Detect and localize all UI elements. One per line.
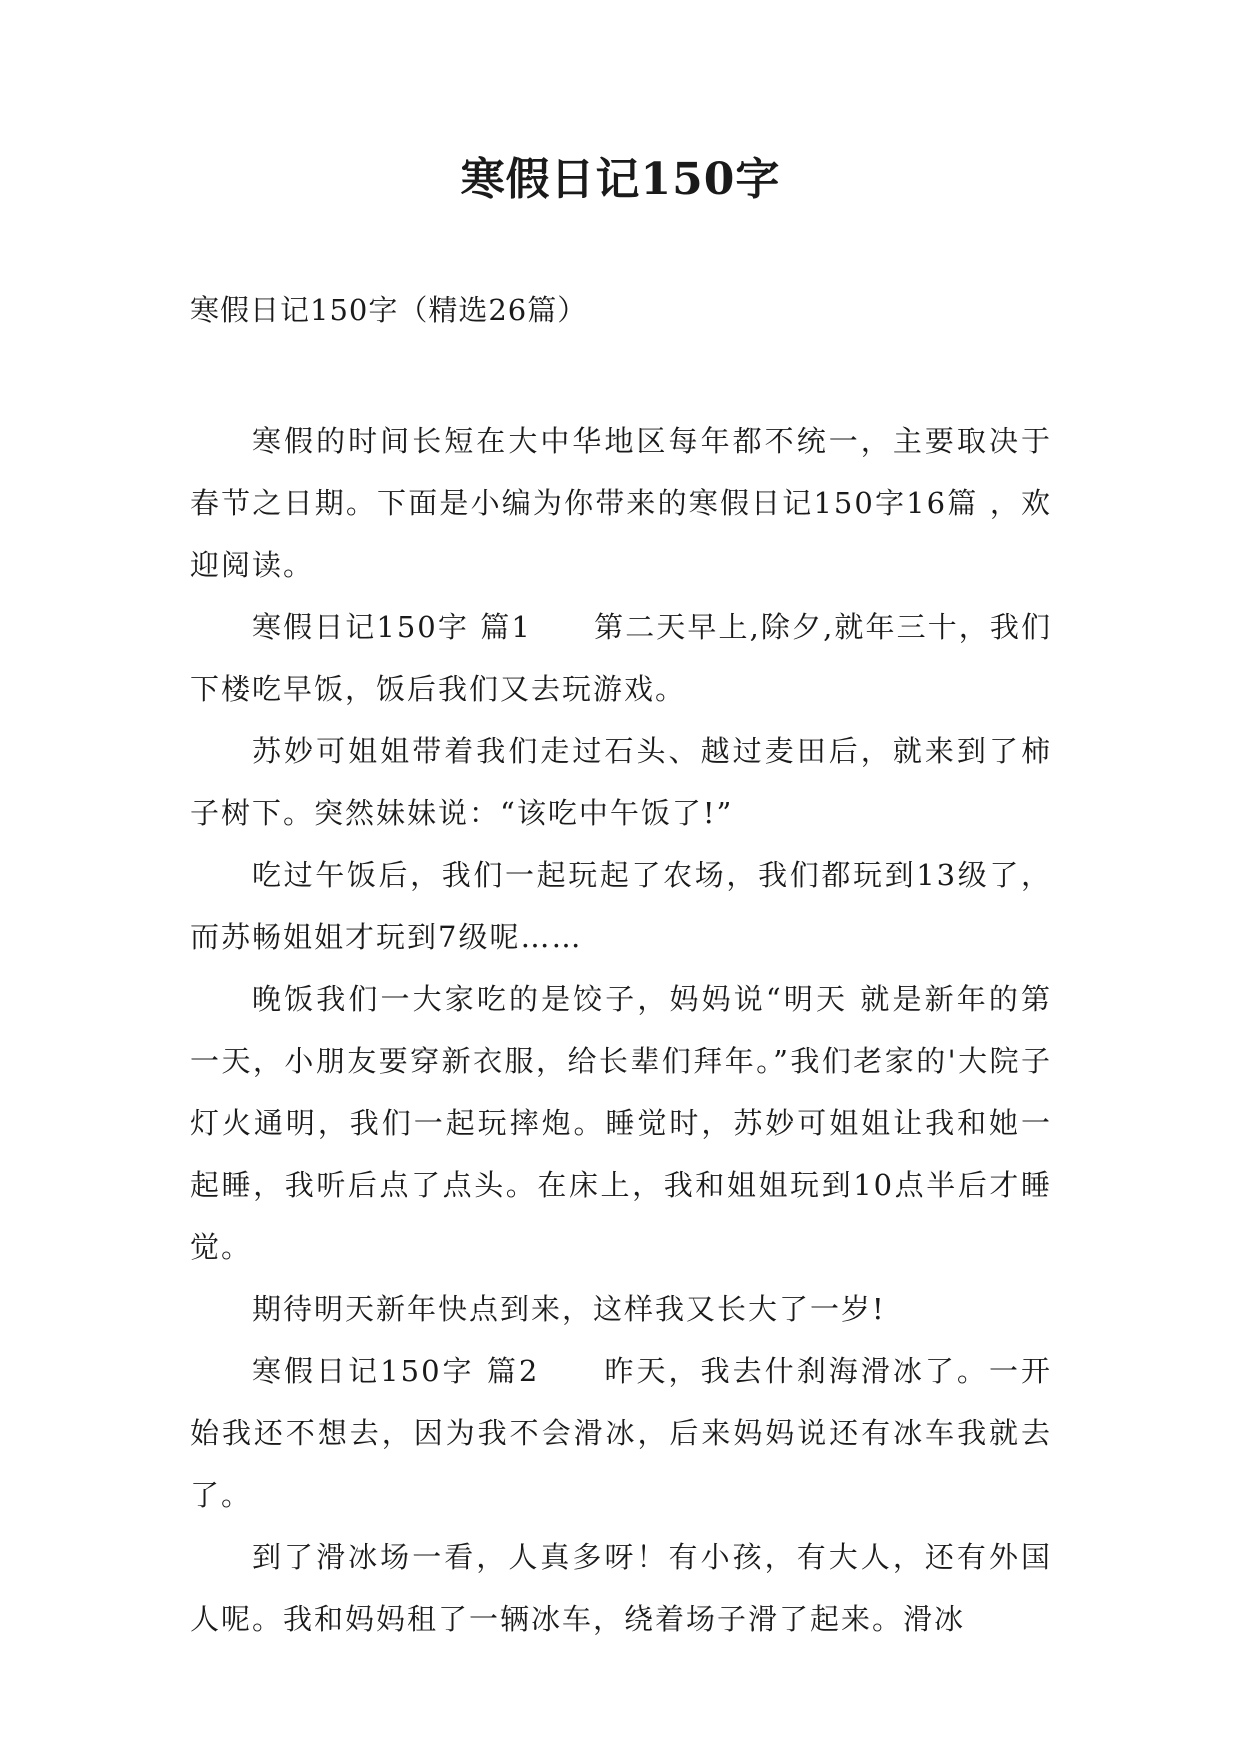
document-subtitle: 寒假日记150字（精选26篇） bbox=[190, 293, 588, 327]
paragraph: 到了滑冰场一看，人真多呀！有小孩，有大人，还有外国人呢。我和妈妈租了一辆冰车，绕着场子滑了起来。滑冰 bbox=[190, 1540, 1052, 1636]
paragraph-entry-1-start: 寒假日记150字 篇1 第二天早上,除夕,就年三十，我们下楼吃早饭，饭后我们又去玩游戏。 bbox=[190, 610, 1052, 706]
paragraph-entry-2-start: 寒假日记150字 篇2 昨天，我去什刹海滑冰了。一开始我还不想去，因为我不会滑冰，后来妈妈说还有冰车我就去了。 bbox=[190, 1354, 1052, 1512]
paragraph: 期待明天新年快点到来，这样我又长大了一岁! bbox=[252, 1292, 886, 1326]
document-title: 寒假日记150字 bbox=[460, 154, 781, 205]
paragraph: 吃过午饭后，我们一起玩起了农场，我们都玩到13级了，而苏畅姐姐才玩到7级呢…… bbox=[190, 858, 1052, 954]
paragraph: 苏妙可姐姐带着我们走过石头、越过麦田后，就来到了柿子树下。突然妹妹说：“该吃中午饭了!” bbox=[190, 734, 1052, 830]
document-body bbox=[190, 410, 1052, 1650]
paragraph-intro: 寒假的时间长短在大中华地区每年都不统一，主要取决于春节之日期。下面是小编为你带来的寒假日记150字16篇 ，欢迎阅读。 bbox=[190, 424, 1052, 582]
paragraph: 晚饭我们一大家吃的是饺子，妈妈说“明天 就是新年的第一天，小朋友要穿新衣服，给长辈们拜年。”我们老家的'大院子灯火通明，我们一起玩摔炮。睡觉时，苏妙可姐姐让我和她一起睡，我听后点了点头。在床上，我和姐姐玩到10点半后才睡觉。 bbox=[190, 982, 1052, 1264]
